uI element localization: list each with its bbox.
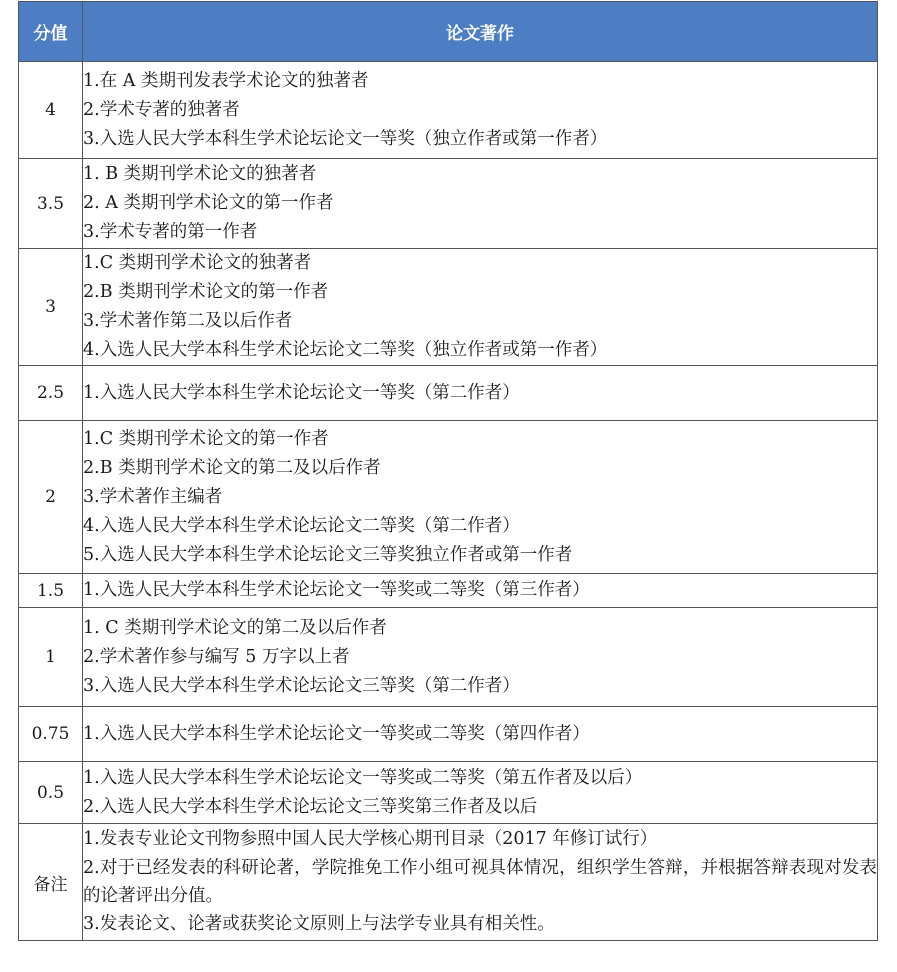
list-item: 3.学术专著的第一作者	[83, 222, 258, 242]
list-item: 3.学术著作第二及以后作者	[83, 311, 293, 331]
list-item: 1.入选人民大学本科生学术论坛论文一等奖或二等奖（第五作者及以后）	[83, 767, 643, 788]
list-item: 3.入选人民大学本科生学术论坛论文三等奖（第二作者）	[83, 675, 520, 696]
works-cell	[83, 62, 878, 159]
header-row	[19, 2, 878, 62]
remarks-label-cell: 备注	[19, 824, 83, 941]
header-works: 论文著作	[83, 2, 878, 62]
scoring-table	[18, 1, 878, 941]
score-cell: 2.5	[19, 366, 83, 421]
score-cell: 4	[19, 62, 83, 159]
list-item: 3.入选人民大学本科生学术论坛论文一等奖（独立作者或第一作者）	[83, 128, 608, 149]
score-cell: 1.5	[19, 574, 83, 608]
table-row	[19, 608, 878, 707]
works-cell	[83, 366, 878, 421]
works-cell	[83, 159, 878, 249]
score-cell: 0.5	[19, 762, 83, 824]
score-cell: 3.5	[19, 159, 83, 249]
works-cell	[83, 574, 878, 608]
list-item: 1.C 类期刊学术论文的第一作者	[83, 428, 329, 449]
table-row	[19, 159, 878, 249]
table-row	[19, 249, 878, 366]
table-row	[19, 62, 878, 159]
list-item: 3.学术著作主编者	[83, 486, 223, 507]
score-cell: 0.75	[19, 707, 83, 762]
list-item: 4.入选人民大学本科生学术论坛论文二等奖（独立作者或第一作者）	[83, 340, 608, 360]
list-item: 1. B 类期刊学术论文的独著者	[83, 164, 317, 184]
table-row	[19, 366, 878, 421]
table-row	[19, 421, 878, 574]
table-row	[19, 707, 878, 762]
list-item: 3.发表论文、论著或获奖论文原则上与法学专业具有相关性。	[83, 914, 555, 934]
works-cell	[83, 421, 878, 574]
list-item: 1. C 类期刊学术论文的第二及以后作者	[83, 617, 387, 638]
list-item: 2.学术著作参与编写 5 万字以上者	[83, 646, 350, 667]
works-cell	[83, 707, 878, 762]
list-item: 2. A 类期刊学术论文的第一作者	[83, 193, 334, 213]
list-item: 2.入选人民大学本科生学术论坛论文三等奖第三作者及以后	[83, 796, 538, 817]
list-item: 2.对于已经发表的科研论著，学院推免工作小组可视具体情况，组织学生答辩，并根据答辩表现对发表的论著评出分值。	[83, 858, 877, 906]
list-item: 1.C 类期刊学术论文的独著者	[83, 253, 312, 273]
works-cell	[83, 249, 878, 366]
list-item: 1.发表专业论文刊物参照中国人民大学核心期刊目录（2017 年修订试行）	[83, 829, 658, 849]
list-item: 1.入选人民大学本科生学术论坛论文一等奖或二等奖（第四作者）	[83, 723, 590, 744]
works-cell	[83, 762, 878, 824]
table-row	[19, 574, 878, 608]
remarks-cell	[83, 824, 878, 941]
header-score: 分值	[19, 2, 83, 62]
score-cell: 1	[19, 608, 83, 707]
list-item: 2.B 类期刊学术论文的第一作者	[83, 282, 329, 302]
table-row	[19, 824, 878, 941]
score-cell: 2	[19, 421, 83, 574]
table-row	[19, 762, 878, 824]
works-cell	[83, 608, 878, 707]
list-item: 2.学术专著的独著者	[83, 99, 240, 120]
list-item: 2.B 类期刊学术论文的第二及以后作者	[83, 457, 381, 478]
list-item: 5.入选人民大学本科生学术论坛论文三等奖独立作者或第一作者	[83, 544, 573, 565]
list-item: 4.入选人民大学本科生学术论坛论文二等奖（第二作者）	[83, 515, 520, 536]
list-item: 1.入选人民大学本科生学术论坛论文一等奖或二等奖（第三作者）	[83, 580, 590, 600]
score-cell: 3	[19, 249, 83, 366]
list-item: 1.在 A 类期刊发表学术论文的独著者	[83, 70, 369, 91]
list-item: 1.入选人民大学本科生学术论坛论文一等奖（第二作者）	[83, 382, 520, 403]
